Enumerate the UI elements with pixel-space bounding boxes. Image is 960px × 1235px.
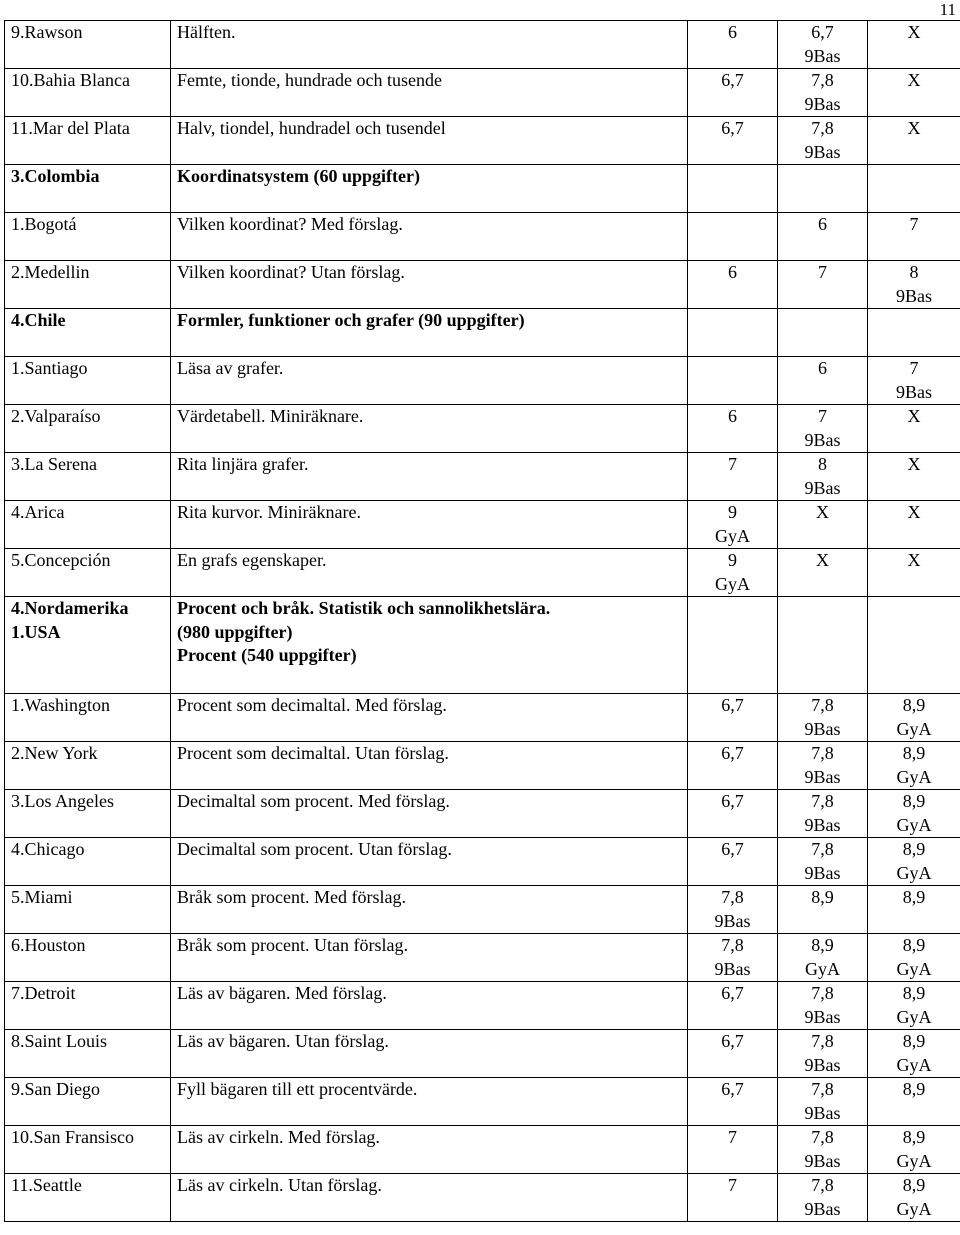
topic-label: 6.Houston (11, 935, 86, 955)
level-value: 7 (818, 262, 827, 282)
level-value: GyA (896, 958, 932, 979)
level-value: 8,9 (902, 1031, 926, 1051)
table-row (5, 357, 960, 405)
level-value: 9Bas (804, 93, 841, 114)
level-value: 7,8 (811, 839, 834, 859)
description-label: Läs av bägaren. Utan förslag. (177, 1031, 389, 1051)
description-label: Läs av cirkeln. Utan förslag. (177, 1175, 382, 1195)
level-value: GyA (896, 814, 932, 835)
table-row (5, 597, 960, 694)
level-value: 6 (818, 358, 827, 378)
level-value: 7,8 (811, 1031, 834, 1051)
level-value: 9Bas (804, 141, 841, 162)
table-row (5, 213, 960, 261)
level-cell-1 (688, 886, 778, 934)
table-row (5, 742, 960, 790)
level-cell-1 (688, 213, 778, 261)
topic-cell (5, 1174, 171, 1222)
table-row (5, 694, 960, 742)
level-value: 6,7 (721, 791, 744, 811)
topic-label: 3.Colombia (11, 166, 100, 186)
level-value: 8,9 (902, 1079, 926, 1099)
level-cell-3 (868, 838, 960, 886)
level-cell-2 (778, 261, 868, 309)
level-value: 6 (728, 406, 737, 426)
level-value: 7,8 (811, 1127, 834, 1147)
description-cell (171, 501, 688, 549)
level-value: 9Bas (804, 862, 841, 883)
level-cell-3 (868, 453, 960, 501)
description-label: Bråk som procent. Med förslag. (177, 887, 406, 907)
level-value: X (907, 454, 921, 474)
level-value: 7,8 (721, 935, 744, 955)
topic-cell (5, 886, 171, 934)
level-cell-2 (778, 934, 868, 982)
topic-cell (5, 405, 171, 453)
topic-cell (5, 742, 171, 790)
level-cell-1 (688, 597, 778, 694)
topic-label: 7.Detroit (11, 983, 76, 1003)
level-cell-3 (868, 1078, 960, 1126)
description-label: Värdetabell. Miniräknare. (177, 406, 364, 426)
level-cell-1 (688, 357, 778, 405)
level-value: 8,9 (902, 935, 926, 955)
level-value: 8,9 (902, 1127, 926, 1147)
level-value: 9Bas (804, 477, 841, 498)
level-cell-1 (688, 838, 778, 886)
topic-label: 3.Los Angeles (11, 791, 114, 811)
description-cell (171, 213, 688, 261)
level-cell-2 (778, 982, 868, 1030)
topic-cell (5, 790, 171, 838)
description-label: Formler, funktioner och grafer (90 uppgifter) (177, 310, 525, 330)
level-value: 6,7 (721, 983, 744, 1003)
level-cell-2 (778, 213, 868, 261)
level-value: 7,8 (811, 118, 834, 138)
description-label: Läs av bägaren. Med förslag. (177, 983, 387, 1003)
level-value: 7,8 (811, 1175, 834, 1195)
level-value: GyA (715, 525, 750, 546)
level-value: 9Bas (804, 1150, 841, 1171)
description-label: Procent som decimaltal. Utan förslag. (177, 743, 449, 763)
level-value: 8,9 (902, 887, 926, 907)
level-value: 9 (728, 550, 737, 570)
table-row (5, 309, 960, 357)
description-label: Femte, tionde, hundrade och tusende (177, 70, 442, 90)
topic-label: 5.Miami (11, 887, 73, 907)
level-value: 9Bas (804, 1054, 841, 1075)
level-value: 6,7 (721, 70, 744, 90)
topic-cell (5, 501, 171, 549)
level-cell-2 (778, 1126, 868, 1174)
table-row (5, 790, 960, 838)
table-row (5, 453, 960, 501)
level-value: GyA (896, 766, 932, 787)
level-value: 9Bas (896, 285, 932, 306)
description-cell (171, 309, 688, 357)
topic-label: 1.Washington (11, 695, 111, 715)
description-cell (171, 1078, 688, 1126)
topic-label: 4.Nordamerika (11, 598, 129, 618)
level-value: 9Bas (804, 814, 841, 835)
level-value: 9Bas (804, 766, 841, 787)
level-value: 6,7 (721, 839, 744, 859)
level-cell-3 (868, 501, 960, 549)
topic-label: 4.Chicago (11, 839, 85, 859)
topic-cell (5, 213, 171, 261)
level-cell-2 (778, 742, 868, 790)
description-cell (171, 357, 688, 405)
level-cell-1 (688, 1078, 778, 1126)
topic-label: 2.New York (11, 743, 98, 763)
level-cell-2 (778, 501, 868, 549)
level-cell-1 (688, 261, 778, 309)
table-row (5, 21, 960, 69)
topic-label: 5.Concepción (11, 550, 111, 570)
level-value: X (907, 550, 921, 570)
level-value: GyA (896, 1006, 932, 1027)
level-cell-3 (868, 357, 960, 405)
level-value: 8,9 (902, 695, 926, 715)
description-label: Procent och bråk. Statistik och sannolikhetslära. (177, 598, 551, 618)
level-cell-3 (868, 1030, 960, 1078)
level-value: X (816, 550, 829, 570)
level-value: X (907, 118, 921, 138)
topic-label: 3.La Serena (11, 454, 97, 474)
level-cell-2 (778, 886, 868, 934)
level-cell-1 (688, 21, 778, 69)
level-cell-3 (868, 694, 960, 742)
level-cell-1 (688, 405, 778, 453)
level-value: X (816, 502, 829, 522)
level-value: 7 (728, 454, 737, 474)
level-cell-1 (688, 549, 778, 597)
topic-cell (5, 1126, 171, 1174)
description-cell (171, 934, 688, 982)
description-label: Halv, tiondel, hundradel och tusendel (177, 118, 446, 138)
level-cell-1 (688, 1174, 778, 1222)
level-cell-3 (868, 117, 960, 165)
topic-cell (5, 165, 171, 213)
level-cell-3 (868, 1174, 960, 1222)
level-cell-3 (868, 886, 960, 934)
description-label: Rita linjära grafer. (177, 454, 309, 474)
level-value: 8 (909, 262, 919, 282)
topic-cell (5, 597, 171, 694)
level-value: 8,9 (811, 935, 834, 955)
table-row (5, 1174, 960, 1222)
topic-cell (5, 357, 171, 405)
topic-label: 9.San Diego (11, 1079, 100, 1099)
topic-cell (5, 694, 171, 742)
level-cell-1 (688, 982, 778, 1030)
description-cell (171, 1126, 688, 1174)
topic-cell (5, 21, 171, 69)
description-cell (171, 1030, 688, 1078)
description-cell (171, 694, 688, 742)
description-cell (171, 597, 688, 694)
description-label: (980 uppgifter) (177, 621, 293, 642)
description-label: Rita kurvor. Miniräknare. (177, 502, 361, 522)
level-value: 7,8 (811, 70, 834, 90)
description-label: Vilken koordinat? Utan förslag. (177, 262, 405, 282)
table-row (5, 1078, 960, 1126)
description-cell (171, 453, 688, 501)
topic-label: 1.USA (11, 621, 61, 642)
level-value: 9Bas (896, 381, 932, 402)
description-label: Fyll bägaren till ett procentvärde. (177, 1079, 418, 1099)
level-cell-1 (688, 790, 778, 838)
description-label: En grafs egenskaper. (177, 550, 327, 570)
level-cell-2 (778, 309, 868, 357)
description-label: Läsa av grafer. (177, 358, 284, 378)
topic-label: 11.Seattle (11, 1175, 82, 1195)
description-label: Decimaltal som procent. Med förslag. (177, 791, 450, 811)
level-value: 7,8 (811, 791, 834, 811)
level-value: GyA (896, 718, 932, 739)
level-cell-2 (778, 453, 868, 501)
level-value: 8,9 (902, 1175, 926, 1195)
level-cell-2 (778, 117, 868, 165)
level-cell-3 (868, 742, 960, 790)
description-label: Koordinatsystem (60 uppgifter) (177, 166, 420, 186)
table-row (5, 1126, 960, 1174)
topic-label: 1.Santiago (11, 358, 88, 378)
level-cell-1 (688, 742, 778, 790)
level-value: 8,9 (811, 887, 834, 907)
table-row (5, 982, 960, 1030)
level-value: 7,8 (721, 887, 744, 907)
table-row (5, 549, 960, 597)
topic-cell (5, 838, 171, 886)
level-value: 9Bas (804, 718, 841, 739)
level-value: X (907, 22, 921, 42)
topic-cell (5, 982, 171, 1030)
level-cell-2 (778, 694, 868, 742)
description-cell (171, 742, 688, 790)
level-cell-3 (868, 405, 960, 453)
table-row (5, 1030, 960, 1078)
level-cell-3 (868, 1126, 960, 1174)
description-label: Decimaltal som procent. Utan förslag. (177, 839, 452, 859)
level-cell-1 (688, 165, 778, 213)
level-value: 8,9 (902, 791, 926, 811)
table-row (5, 838, 960, 886)
topic-cell (5, 117, 171, 165)
topic-label: 4.Arica (11, 502, 65, 522)
level-cell-3 (868, 69, 960, 117)
description-cell (171, 69, 688, 117)
page-number: 11 (939, 0, 956, 19)
level-value: 9Bas (714, 958, 751, 979)
table-row (5, 501, 960, 549)
table-row (5, 165, 960, 213)
level-value: 6 (728, 22, 737, 42)
description-cell (171, 261, 688, 309)
level-value: 9Bas (804, 1006, 841, 1027)
level-value: 7,8 (811, 1079, 834, 1099)
topic-cell (5, 934, 171, 982)
curriculum-table (4, 20, 960, 1222)
topic-label: 11.Mar del Plata (11, 118, 130, 138)
level-value: X (907, 406, 921, 426)
level-value: GyA (896, 1198, 932, 1219)
topic-cell (5, 261, 171, 309)
level-cell-1 (688, 69, 778, 117)
level-cell-1 (688, 934, 778, 982)
description-cell (171, 1174, 688, 1222)
level-cell-1 (688, 694, 778, 742)
description-cell (171, 838, 688, 886)
level-cell-1 (688, 117, 778, 165)
level-cell-3 (868, 309, 960, 357)
level-value: 8,9 (902, 743, 926, 763)
level-value: 6,7 (811, 22, 834, 42)
level-value: 9Bas (804, 1102, 841, 1123)
topic-cell (5, 309, 171, 357)
level-cell-2 (778, 1030, 868, 1078)
level-cell-3 (868, 982, 960, 1030)
level-cell-3 (868, 790, 960, 838)
level-value: GyA (896, 1150, 932, 1171)
level-value: 8,9 (902, 839, 926, 859)
description-label: Vilken koordinat? Med förslag. (177, 214, 403, 234)
level-value: 7 (909, 358, 919, 378)
level-cell-2 (778, 357, 868, 405)
level-cell-2 (778, 1174, 868, 1222)
level-value: 7 (728, 1175, 737, 1195)
topic-cell (5, 453, 171, 501)
level-cell-2 (778, 597, 868, 694)
level-cell-3 (868, 21, 960, 69)
topic-label: 4.Chile (11, 310, 66, 330)
table-row (5, 886, 960, 934)
level-value: 6,7 (721, 743, 744, 763)
level-cell-1 (688, 453, 778, 501)
level-value: 6 (728, 262, 737, 282)
topic-cell (5, 549, 171, 597)
level-value: 6,7 (721, 695, 744, 715)
description-cell (171, 982, 688, 1030)
table-row (5, 405, 960, 453)
table-row (5, 117, 960, 165)
topic-label: 2.Valparaíso (11, 406, 101, 426)
level-value: X (907, 502, 921, 522)
level-value: GyA (805, 958, 840, 979)
description-cell (171, 165, 688, 213)
level-cell-2 (778, 1078, 868, 1126)
level-value: 6,7 (721, 1079, 744, 1099)
level-cell-3 (868, 165, 960, 213)
topic-label: 1.Bogotá (11, 214, 77, 234)
table-body (5, 21, 960, 1222)
topic-label: 8.Saint Louis (11, 1031, 108, 1051)
level-value: 7,8 (811, 695, 834, 715)
topic-cell (5, 1030, 171, 1078)
level-value: 7,8 (811, 983, 834, 1003)
level-cell-2 (778, 549, 868, 597)
level-value: 7 (909, 214, 919, 234)
description-cell (171, 886, 688, 934)
topic-label: 10.Bahia Blanca (11, 70, 130, 90)
topic-label: 10.San Fransisco (11, 1127, 134, 1147)
level-cell-2 (778, 21, 868, 69)
level-value: 8 (818, 454, 827, 474)
level-value: 7,8 (811, 743, 834, 763)
description-label: Procent som decimaltal. Med förslag. (177, 695, 447, 715)
table-row (5, 934, 960, 982)
level-cell-1 (688, 1030, 778, 1078)
topic-cell (5, 69, 171, 117)
level-value: GyA (715, 573, 750, 594)
level-cell-2 (778, 69, 868, 117)
description-cell (171, 790, 688, 838)
level-cell-2 (778, 838, 868, 886)
level-value: 7 (818, 406, 827, 426)
table-row (5, 69, 960, 117)
level-cell-3 (868, 261, 960, 309)
level-value: X (907, 70, 921, 90)
level-value: 9Bas (804, 429, 841, 450)
topic-cell (5, 1078, 171, 1126)
level-value: GyA (896, 1054, 932, 1075)
description-label: Läs av cirkeln. Med förslag. (177, 1127, 380, 1147)
level-value: 6,7 (721, 1031, 744, 1051)
description-cell (171, 549, 688, 597)
description-label: Bråk som procent. Utan förslag. (177, 935, 408, 955)
level-value: 8,9 (902, 983, 926, 1003)
topic-label: 9.Rawson (11, 22, 83, 42)
description-cell (171, 405, 688, 453)
level-value: 6 (818, 214, 827, 234)
level-cell-2 (778, 405, 868, 453)
level-value: 9Bas (714, 910, 751, 931)
topic-label: 2.Medellin (11, 262, 90, 282)
level-cell-3 (868, 597, 960, 694)
level-value: GyA (896, 862, 932, 883)
description-cell (171, 21, 688, 69)
level-cell-3 (868, 213, 960, 261)
level-cell-1 (688, 309, 778, 357)
description-label: Hälften. (177, 22, 236, 42)
level-cell-2 (778, 790, 868, 838)
description-cell (171, 117, 688, 165)
level-value: 7 (728, 1127, 737, 1147)
level-cell-2 (778, 165, 868, 213)
level-value: 9Bas (804, 1198, 841, 1219)
level-cell-1 (688, 1126, 778, 1174)
level-cell-1 (688, 501, 778, 549)
table-row (5, 261, 960, 309)
level-value: 9 (728, 502, 737, 522)
level-value: 6,7 (721, 118, 744, 138)
level-cell-3 (868, 934, 960, 982)
level-cell-3 (868, 549, 960, 597)
description-label: Procent (540 uppgifter) (177, 645, 357, 665)
level-value: 9Bas (804, 45, 841, 66)
